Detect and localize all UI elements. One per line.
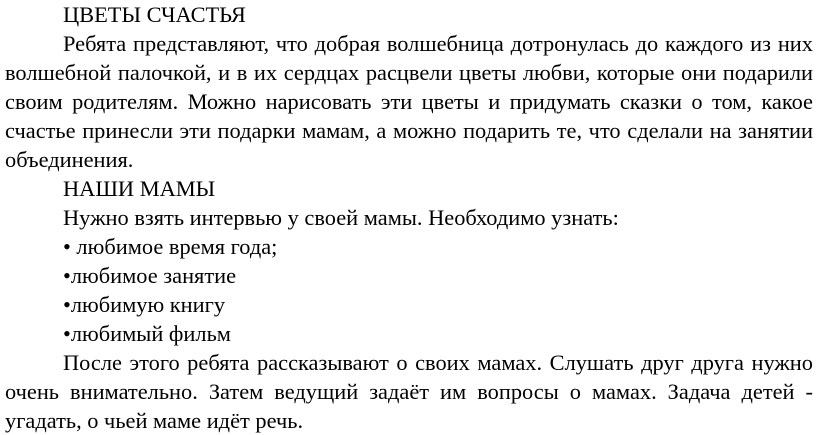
document-page [5,0,813,435]
section-paragraph-our-moms: После этого ребята рассказывают о своих мамах. Слушать друг друга нужно очень внимательно. Затем ведущий задаёт им вопросы о мамах. Задача детей - угадать, о чьей маме идёт речь. [5,350,813,433]
interview-questions-list [5,232,813,348]
section-paragraph-flowers-of-happiness: Ребята представляют, что добрая волшебница дотронулась до каждого из них волшебной палочкой, и в их сердцах расцвели цветы любви, которые они подарили своим родителям. Можно нарисовать эти цветы и придумать сказки о том, какое счастье принесли эти подарки мамам, а можно подарить те, что сделали на занятии объединения. [5,31,813,172]
list-item: •любимый фильм [63,321,231,346]
list-item: •любимое занятие [63,263,237,288]
interview-intro: Нужно взять интервью у своей мамы. Необходимо узнать: [63,205,619,230]
section-title-our-moms: НАШИ МАМЫ [63,176,216,201]
list-item: • любимое время года; [63,234,278,259]
section-title-flowers-of-happiness: ЦВЕТЫ СЧАСТЬЯ [63,2,246,27]
list-item: •любимую книгу [63,292,226,317]
